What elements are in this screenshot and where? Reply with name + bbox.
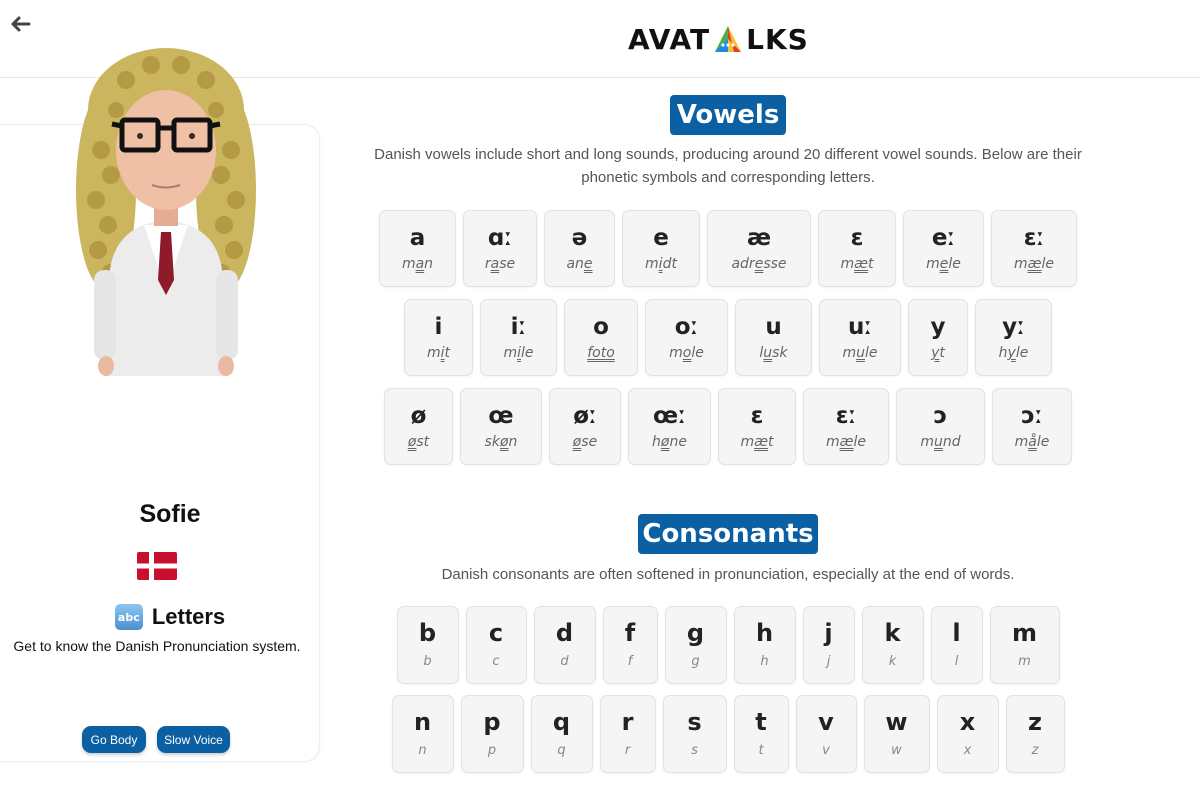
word-suffix: dt (662, 256, 677, 272)
consonant-example: s (691, 743, 698, 758)
vowel-tile[interactable] (480, 299, 557, 376)
word-highlight: u (934, 434, 943, 450)
word-suffix: se (581, 434, 598, 450)
vowel-tile[interactable] (803, 388, 889, 465)
consonant-example: b (423, 654, 432, 669)
consonant-example: w (891, 743, 902, 758)
word-suffix: t (768, 434, 774, 450)
vowel-tile[interactable] (622, 210, 700, 287)
vowel-symbol: oː (674, 314, 699, 340)
vowel-symbol: uː (847, 314, 873, 340)
word-highlight: y (1007, 345, 1016, 361)
consonant-example: t (758, 743, 764, 758)
word-highlight: y (931, 345, 940, 361)
consonant-tile[interactable] (862, 606, 924, 684)
word-suffix: le (521, 345, 534, 361)
consonant-tile[interactable] (665, 606, 727, 684)
vowel-example-word (999, 345, 1029, 361)
vowel-symbol: ɔː (1021, 403, 1043, 429)
vowel-symbol: a (409, 225, 426, 251)
vowel-symbol: œː (653, 403, 686, 429)
vowel-tile[interactable] (564, 299, 638, 376)
vowel-tile[interactable] (908, 299, 968, 376)
consonant-symbol: v (818, 708, 834, 736)
vowel-tile[interactable] (549, 388, 621, 465)
consonant-example: c (492, 654, 500, 669)
go-body-button[interactable]: Go Body (82, 726, 146, 753)
vowel-tile[interactable] (903, 210, 984, 287)
word-suffix: le (948, 256, 961, 272)
word-suffix: st (416, 434, 430, 450)
consonant-symbol: d (555, 619, 574, 647)
vowels-heading: Vowels (670, 95, 786, 135)
consonant-symbol: k (884, 619, 901, 647)
consonant-symbol: p (483, 708, 501, 736)
consonant-example: k (888, 654, 897, 669)
consonant-symbol: q (552, 708, 571, 736)
word-prefix: m (840, 256, 855, 272)
vowel-symbol: ɑː (487, 225, 513, 251)
word-suffix: le (691, 345, 704, 361)
vowel-symbol: yː (1002, 314, 1025, 340)
vowel-example-word (408, 434, 429, 450)
vowel-example-word (926, 256, 961, 272)
word-highlight: a (490, 256, 500, 272)
consonant-example: f (627, 654, 633, 669)
vowel-symbol: iː (510, 314, 527, 340)
consonant-symbol: j (824, 619, 833, 647)
vowel-tile[interactable] (718, 388, 796, 465)
consonant-tile[interactable] (534, 606, 596, 684)
logo-text-prefix: AVAT (628, 22, 711, 56)
consonant-example: h (760, 654, 769, 669)
word-suffix: sk (772, 345, 788, 361)
avatar-name: Sofie (139, 500, 201, 528)
word-highlight: a (415, 256, 425, 272)
vowel-example-word (842, 345, 877, 361)
vowel-row-2 (340, 299, 1116, 376)
consonant-tile[interactable] (734, 606, 796, 684)
word-highlight: ø (660, 434, 670, 450)
consonant-tile[interactable] (1006, 695, 1065, 773)
consonant-symbol: l (952, 619, 961, 647)
consonant-tile[interactable] (603, 606, 658, 684)
consonant-symbol: m (1011, 619, 1037, 647)
vowel-example-word (587, 345, 615, 361)
vowel-symbol: y (930, 314, 946, 340)
vowel-symbol: øː (573, 403, 597, 429)
app-logo[interactable] (628, 22, 809, 56)
consonant-symbol: g (686, 619, 705, 647)
consonant-example: z (1031, 743, 1039, 758)
abc-icon: abc (115, 604, 143, 630)
consonant-symbol: z (1028, 708, 1042, 736)
vowel-symbol: e (653, 225, 669, 251)
vowel-example-word (566, 256, 592, 272)
consonant-tile[interactable] (663, 695, 727, 773)
vowel-tile[interactable] (404, 299, 473, 376)
logo-text-suffix: LKS (746, 22, 809, 56)
vowel-tile[interactable] (735, 299, 812, 376)
consonants-description: Danish consonants are often softened in pronunciation, especially at the end of words. (441, 566, 1015, 583)
vowel-symbol: u (765, 314, 782, 340)
word-suffix: sse (763, 256, 787, 272)
word-highlight: foto (587, 345, 615, 361)
word-prefix: sk (484, 434, 500, 450)
vowel-tile[interactable] (463, 210, 537, 287)
vowel-symbol: ɛː (1023, 225, 1045, 251)
consonant-tile[interactable] (531, 695, 593, 773)
vowel-example-word (669, 345, 704, 361)
vowel-example-word (1015, 434, 1050, 450)
word-highlight: ø (407, 434, 417, 450)
consonant-example: v (822, 743, 830, 758)
vowel-tile[interactable] (975, 299, 1052, 376)
word-prefix: m (926, 256, 940, 272)
consonant-symbol: c (488, 619, 504, 647)
word-prefix: h (652, 434, 661, 450)
vowels-description-line-1: Danish vowels include short and long sounds, producing around 20 different vowel sounds. Below are their (374, 146, 1082, 163)
word-highlight: æ (754, 434, 769, 450)
consonant-example: p (487, 743, 497, 758)
vowels-description (340, 143, 1116, 189)
vowel-tile[interactable] (379, 210, 456, 287)
consonant-example: m (1018, 654, 1031, 669)
word-highlight: å (1028, 434, 1037, 450)
consonant-example: r (624, 743, 631, 758)
word-prefix: m (1013, 256, 1028, 272)
vowel-example-word (573, 434, 598, 450)
word-suffix: nd (942, 434, 961, 450)
consonant-example: n (418, 743, 427, 758)
consonant-row-2 (340, 695, 1116, 773)
vowel-example-word (503, 345, 533, 361)
word-suffix: le (1036, 434, 1050, 450)
word-suffix: n (508, 434, 518, 450)
consonant-tile[interactable] (397, 606, 459, 684)
word-prefix: m (1014, 434, 1029, 450)
consonants-heading: Consonants (638, 514, 818, 554)
word-suffix: ne (669, 434, 687, 450)
word-highlight: æ (1027, 256, 1042, 272)
vowel-tile[interactable] (628, 388, 711, 465)
arrow-left-icon (9, 15, 31, 33)
vowel-tile[interactable] (896, 388, 985, 465)
word-prefix: an (566, 256, 584, 272)
word-highlight: o (682, 345, 692, 361)
word-highlight: ø (499, 434, 509, 450)
vowel-tile[interactable] (707, 210, 811, 287)
consonant-symbol: h (755, 619, 774, 647)
word-highlight: ø (572, 434, 582, 450)
word-highlight: e (583, 256, 593, 272)
consonant-symbol: f (624, 619, 636, 647)
consonant-symbol: n (413, 708, 432, 736)
consonant-tile[interactable] (796, 695, 857, 773)
slow-voice-button[interactable]: Slow Voice (157, 726, 230, 753)
vowel-example-word (731, 256, 786, 272)
word-suffix: n (424, 256, 434, 272)
word-highlight: u (856, 345, 865, 361)
vowel-example-word (759, 345, 787, 361)
vowel-example-word (485, 256, 515, 272)
word-highlight: i (658, 256, 663, 272)
consonant-symbol: t (755, 708, 767, 736)
consonant-symbol: w (885, 708, 908, 736)
vowel-symbol: o (593, 314, 609, 340)
letters-description: Get to know the Danish Pronunciation system. (13, 638, 301, 654)
logo-triangle-icon (711, 24, 745, 54)
word-highlight: i (440, 345, 445, 361)
vowel-example-word (931, 345, 945, 361)
vowel-example-word (840, 256, 873, 272)
denmark-flag-icon (137, 552, 177, 580)
vowel-symbol: ɛː (835, 403, 857, 429)
consonant-example: q (557, 743, 566, 758)
letters-heading (20, 604, 320, 630)
vowel-example-word (826, 434, 866, 450)
word-prefix: adr (731, 256, 755, 272)
vowel-symbol: œ (488, 403, 514, 429)
vowel-example-word (920, 434, 960, 450)
vowel-example-word (402, 256, 433, 272)
consonant-symbol: x (959, 708, 976, 736)
vowel-tile[interactable] (645, 299, 728, 376)
vowel-symbol: ə (571, 225, 588, 251)
vowel-tile[interactable] (460, 388, 542, 465)
consonant-tile[interactable] (931, 606, 983, 684)
vowel-row-1 (340, 210, 1116, 287)
word-prefix: m (825, 434, 840, 450)
consonant-tile[interactable] (734, 695, 789, 773)
consonant-tile[interactable] (600, 695, 656, 773)
consonant-tile[interactable] (392, 695, 454, 773)
consonant-symbol: r (621, 708, 634, 736)
word-prefix: m (920, 434, 934, 450)
letters-title: Letters (151, 604, 226, 629)
word-highlight: æ (854, 256, 869, 272)
consonant-tile[interactable] (990, 606, 1060, 684)
vowel-tile[interactable] (819, 299, 901, 376)
word-prefix: r (484, 256, 491, 272)
consonant-example: j (826, 654, 831, 669)
vowel-tile[interactable] (544, 210, 615, 287)
word-suffix: le (865, 345, 878, 361)
word-highlight: e (754, 256, 764, 272)
word-highlight: i (517, 345, 521, 361)
consonant-example: l (954, 654, 959, 669)
consonant-tile[interactable] (864, 695, 930, 773)
vowel-row-3 (340, 388, 1116, 465)
vowel-example-word (652, 434, 687, 450)
word-suffix: se (499, 256, 516, 272)
vowel-symbol: ø (410, 403, 427, 429)
word-suffix: t (939, 345, 945, 361)
vowel-symbol: eː (931, 225, 956, 251)
consonant-example: d (560, 654, 569, 669)
avatar-3d-figure[interactable] (66, 40, 266, 376)
vowel-example-word (645, 256, 677, 272)
consonant-example: x (963, 743, 972, 758)
back-button[interactable] (6, 10, 34, 38)
word-highlight: u (763, 345, 773, 361)
vowel-symbol: ɛ (750, 403, 764, 429)
word-suffix: le (1015, 345, 1029, 361)
word-prefix: m (645, 256, 659, 272)
consonant-row-1 (340, 606, 1116, 684)
vowel-symbol: ɔ (933, 403, 948, 429)
vowel-example-word (1014, 256, 1054, 272)
word-highlight: æ (839, 434, 854, 450)
word-prefix: m (740, 434, 755, 450)
vowel-tile[interactable] (992, 388, 1072, 465)
word-suffix: t (868, 256, 874, 272)
word-prefix: m (426, 345, 441, 361)
vowel-tile[interactable] (818, 210, 896, 287)
vowel-symbol: i (434, 314, 443, 340)
word-prefix: m (669, 345, 683, 361)
word-highlight: e (939, 256, 949, 272)
consonant-symbol: b (418, 619, 437, 647)
consonant-tile[interactable] (461, 695, 524, 773)
vowel-tile[interactable] (384, 388, 453, 465)
word-suffix: le (853, 434, 867, 450)
consonant-tile[interactable] (937, 695, 999, 773)
word-prefix: m (401, 256, 416, 272)
vowel-example-word (740, 434, 773, 450)
word-prefix: m (842, 345, 857, 361)
vowel-symbol: æ (746, 225, 772, 251)
vowel-tile[interactable] (991, 210, 1077, 287)
word-prefix: h (998, 345, 1008, 361)
consonant-tile[interactable] (803, 606, 855, 684)
word-suffix: le (1041, 256, 1055, 272)
consonant-example: g (691, 654, 700, 669)
word-prefix: m (503, 345, 518, 361)
vowels-description-line-2: phonetic symbols and corresponding letters. (581, 169, 875, 186)
consonant-symbol: s (687, 708, 702, 736)
word-prefix: l (759, 345, 764, 361)
word-suffix: t (444, 345, 451, 361)
consonant-tile[interactable] (466, 606, 527, 684)
vowel-symbol: ɛ (850, 225, 864, 251)
vowel-example-word (485, 434, 518, 450)
vowel-example-word (427, 345, 450, 361)
